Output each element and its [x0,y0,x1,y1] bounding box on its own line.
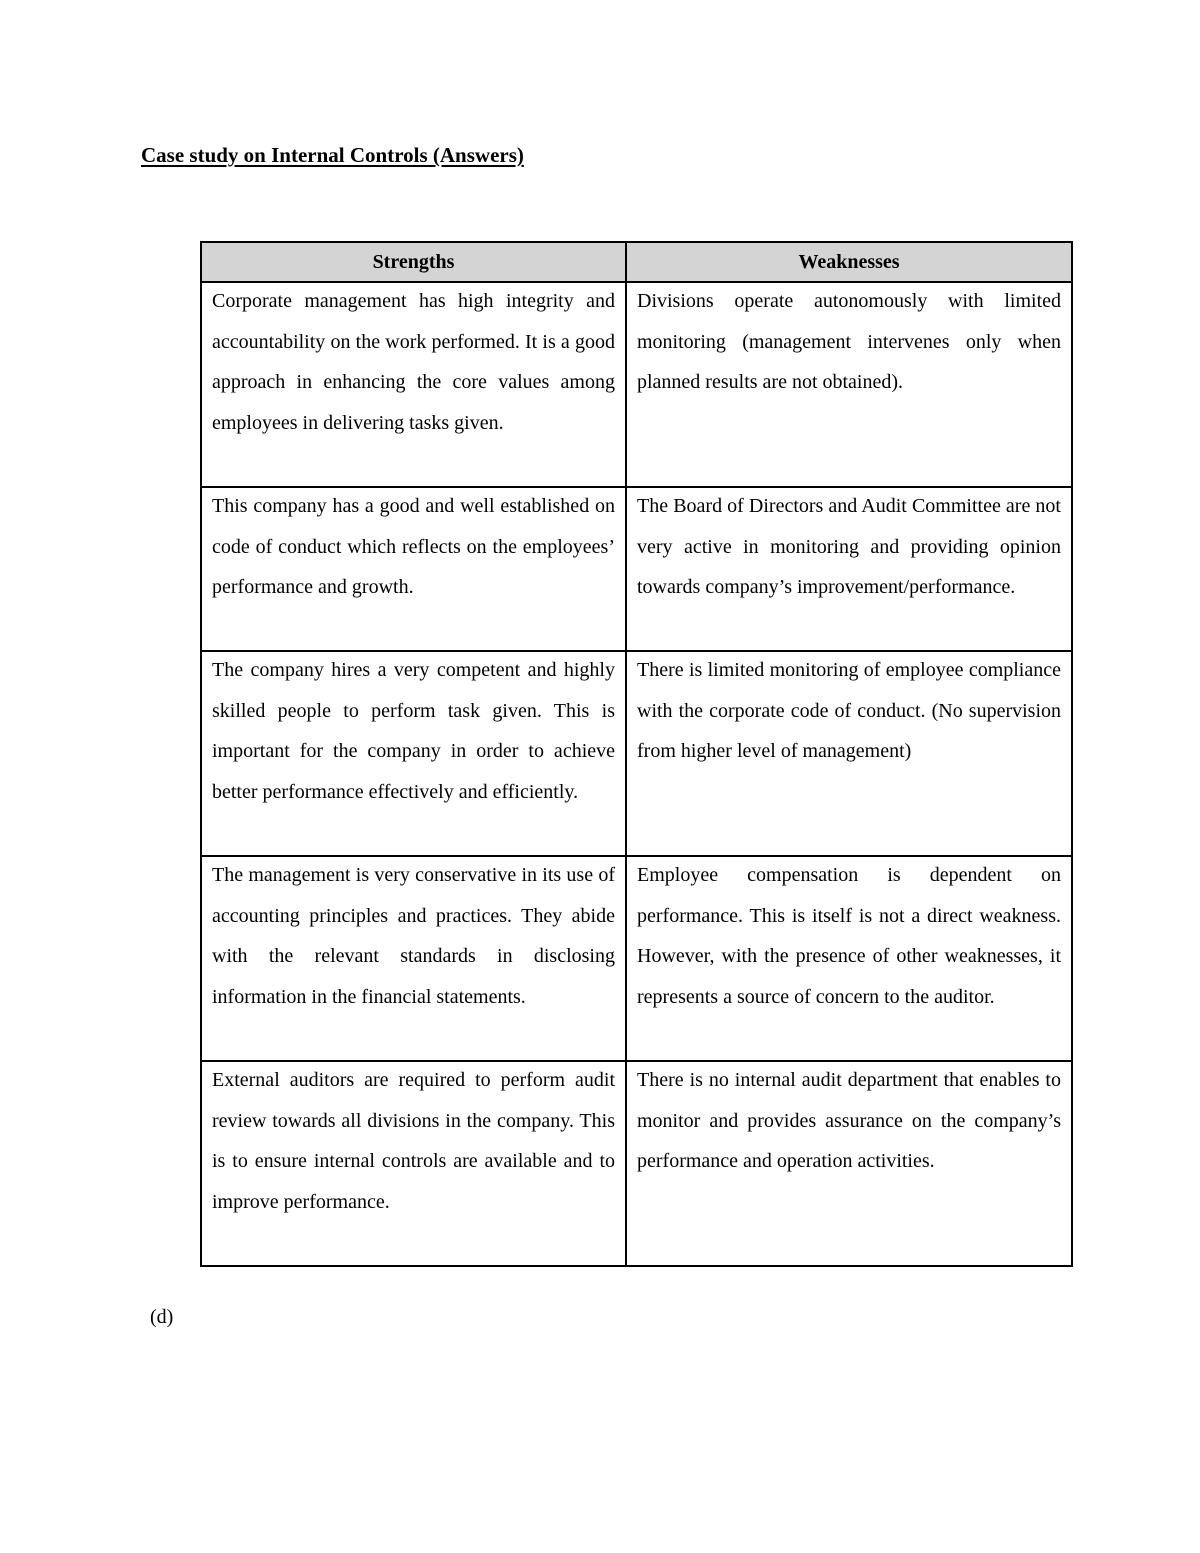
weakness-text: There is limited monitoring of employee compliance with the corporate code of conduct. (No supervision from higher level of management) [637,659,1061,763]
strength-cell [201,856,626,1061]
table-row [201,651,1072,856]
column-header-weaknesses: Weaknesses [626,242,1072,282]
weakness-text: Divisions operate autonomously with limited monitoring (management intervenes only when planned results are not obtained). [637,290,1061,394]
table-row [201,282,1072,487]
strength-text: Corporate management has high integrity and accountability on the work performed. It is a good approach in enhancing the core values among employees in delivering tasks given. [212,290,615,434]
weakness-cell [626,487,1072,651]
weakness-text: The Board of Directors and Audit Committee are not very active in monitoring and providing opinion towards company’s improvement/performance. [637,495,1061,599]
strength-cell [201,282,626,487]
weakness-text: There is no internal audit department that enables to monitor and provides assurance on the company’s performance and operation activities. [637,1069,1061,1173]
section-label-d: (d) [150,1306,174,1328]
strength-cell [201,487,626,651]
page-title: Case study on Internal Controls (Answers) [141,143,524,167]
weakness-text: Employee compensation is dependent on performance. This is itself is not a direct weakness. However, with the presence of other weaknesses, it represents a source of concern to the auditor. [637,864,1061,1008]
weakness-cell [626,282,1072,487]
column-header-strengths: Strengths [201,242,626,282]
strength-cell [201,651,626,856]
strengths-weaknesses-table [200,241,1073,1267]
table-header-row [201,242,1072,282]
strength-text: The company hires a very competent and highly skilled people to perform task given. This is important for the company in order to achieve better performance effectively and efficiently. [212,659,615,803]
strength-cell [201,1061,626,1266]
table-row [201,856,1072,1061]
strength-text: External auditors are required to perform audit review towards all divisions in the company. This is to ensure internal controls are available and to improve performance. [212,1069,615,1213]
strength-text: The management is very conservative in its use of accounting principles and practices. They abide with the relevant standards in disclosing information in the financial statements. [212,864,615,1008]
weakness-cell [626,1061,1072,1266]
table-row [201,487,1072,651]
weakness-cell [626,856,1072,1061]
strength-text: This company has a good and well established on code of conduct which reflects on the employees’ performance and growth. [212,495,615,599]
weakness-cell [626,651,1072,856]
table-row [201,1061,1072,1266]
